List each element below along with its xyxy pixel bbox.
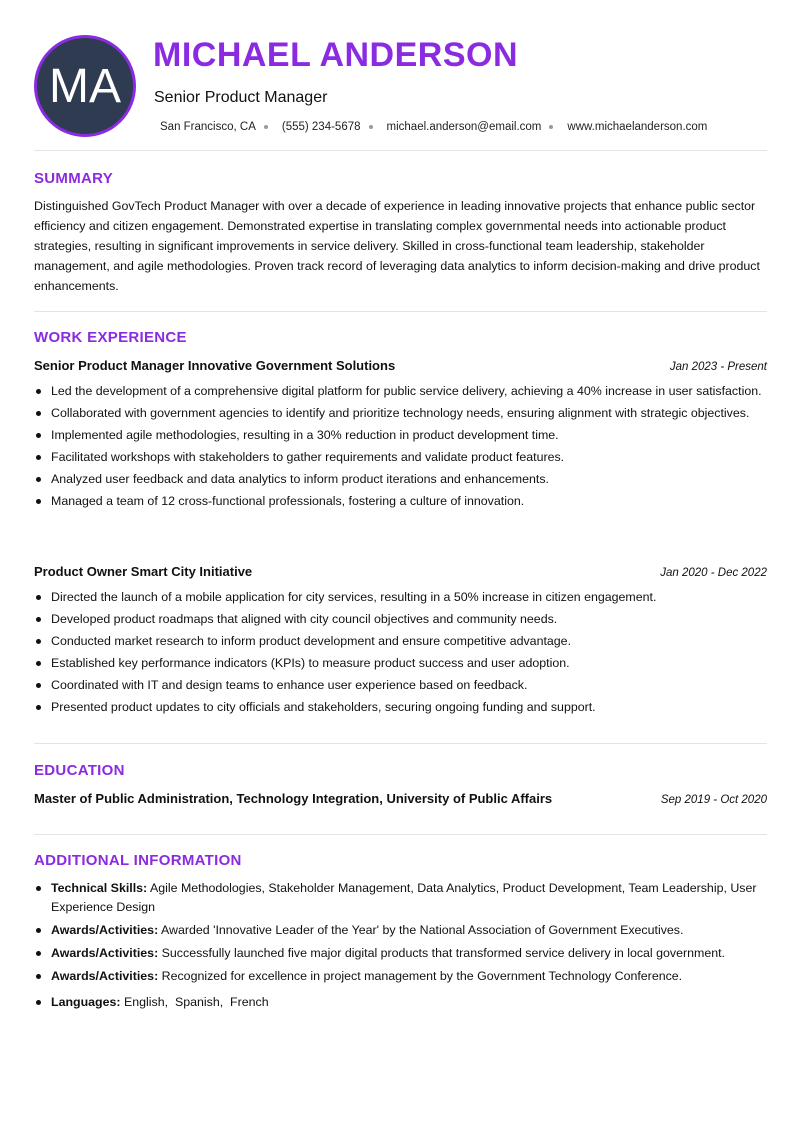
contact-website[interactable]: www.michaelanderson.com: [567, 121, 708, 133]
job-bullets: [34, 382, 767, 514]
education-heading: EDUCATION: [34, 762, 125, 779]
list-item: [34, 944, 767, 963]
divider: [34, 834, 767, 835]
list-item: Coordinated with IT and design teams to enhance user experience based on feedback.: [34, 676, 767, 695]
job-header: [34, 358, 767, 373]
info-label: Languages:: [51, 995, 121, 1009]
separator-dot-icon: [264, 125, 268, 129]
list-item: Presented product updates to city officials and stakeholders, securing ongoing funding and support.: [34, 698, 767, 717]
job-header: [34, 564, 767, 579]
contact-phone: (555) 234-5678: [281, 121, 361, 133]
education-dates: Sep 2019 - Oct 2020: [660, 794, 767, 806]
summary-text: Distinguished GovTech Product Manager with over a decade of experience in leading innovative projects that enhance public sector efficiency and citizen engagement. Demonstrated expertise in translating complex governmental needs into actionable product strategies, resulting in significant improvements in service delivery. Skilled in cross-functional team leadership, stakeholder management, and agile methodologies. Proven track record of leveraging data analytics to inform decision-making and drive product enhancements.: [34, 199, 760, 293]
job-dates: Jan 2020 - Dec 2022: [660, 567, 767, 579]
job-title: Senior Product Manager Innovative Government Solutions: [34, 358, 396, 373]
list-item: Directed the launch of a mobile application for city services, resulting in a 50% increase in citizen engagement.: [34, 588, 767, 607]
list-item: Implemented agile methodologies, resulting in a 30% reduction in product development time.: [34, 426, 767, 445]
divider: [34, 311, 767, 312]
summary-heading: SUMMARY: [34, 170, 114, 187]
contact-location: San Francisco, CA: [160, 121, 256, 133]
contact-line: [160, 121, 707, 133]
job-title: Product Owner Smart City Initiative: [34, 564, 253, 579]
additional-info-list: [34, 879, 767, 1016]
divider: [34, 743, 767, 744]
info-label: Awards/Activities:: [51, 945, 159, 960]
info-text: Successfully launched five major digital products that transformed service delivery in local government.: [158, 945, 725, 960]
separator-dot-icon: [369, 125, 373, 129]
avatar-initials: MA: [49, 59, 121, 113]
info-label: Awards/Activities:: [51, 922, 159, 937]
info-label: Awards/Activities:: [51, 968, 159, 983]
divider: [34, 150, 767, 151]
info-text: Awarded 'Innovative Leader of the Year' by the National Association of Government Executives.: [158, 922, 684, 937]
list-item: Conducted market research to inform product development and ensure competitive advantage.: [34, 632, 767, 651]
candidate-title: Senior Product Manager: [154, 89, 328, 106]
list-item: Established key performance indicators (KPIs) to measure product success and user adoption.: [34, 654, 767, 673]
info-text: English, Spanish, French: [120, 995, 269, 1009]
list-item: Developed product roadmaps that aligned with city council objectives and community needs.: [34, 610, 767, 629]
info-text: Recognized for excellence in project management by the Government Technology Conference.: [158, 968, 683, 983]
education-degree: Master of Public Administration, Technology Integration, University of Public Affairs: [34, 791, 553, 806]
list-item: [34, 993, 767, 1012]
contact-email[interactable]: michael.anderson@email.com: [386, 121, 542, 133]
additional-info-heading: ADDITIONAL INFORMATION: [34, 852, 242, 869]
education-entry: [34, 791, 767, 806]
separator-dot-icon: [549, 125, 553, 129]
list-item: Collaborated with government agencies to identify and prioritize technology needs, ensuring alignment with strategic objectives.: [34, 404, 767, 423]
info-label: Technical Skills:: [51, 881, 148, 895]
info-text: Agile Methodologies, Stakeholder Management, Data Analytics, Product Development, Team Leadership, User Experience Design: [51, 881, 757, 914]
job-bullets: [34, 588, 767, 720]
list-item: Facilitated workshops with stakeholders to gather requirements and validate product features.: [34, 448, 767, 467]
job-dates: Jan 2023 - Present: [669, 361, 767, 373]
work-experience-heading: WORK EXPERIENCE: [34, 329, 187, 346]
list-item: [34, 921, 767, 940]
list-item: Led the development of a comprehensive digital platform for public service delivery, achieving a 40% increase in user satisfaction.: [34, 382, 767, 401]
list-item: [34, 879, 767, 916]
list-item: Managed a team of 12 cross-functional professionals, fostering a culture of innovation.: [34, 492, 767, 511]
list-item: Analyzed user feedback and data analytics to inform product iterations and enhancements.: [34, 470, 767, 489]
list-item: [34, 967, 767, 986]
candidate-name: MICHAEL ANDERSON: [153, 36, 519, 74]
avatar: [34, 35, 136, 137]
